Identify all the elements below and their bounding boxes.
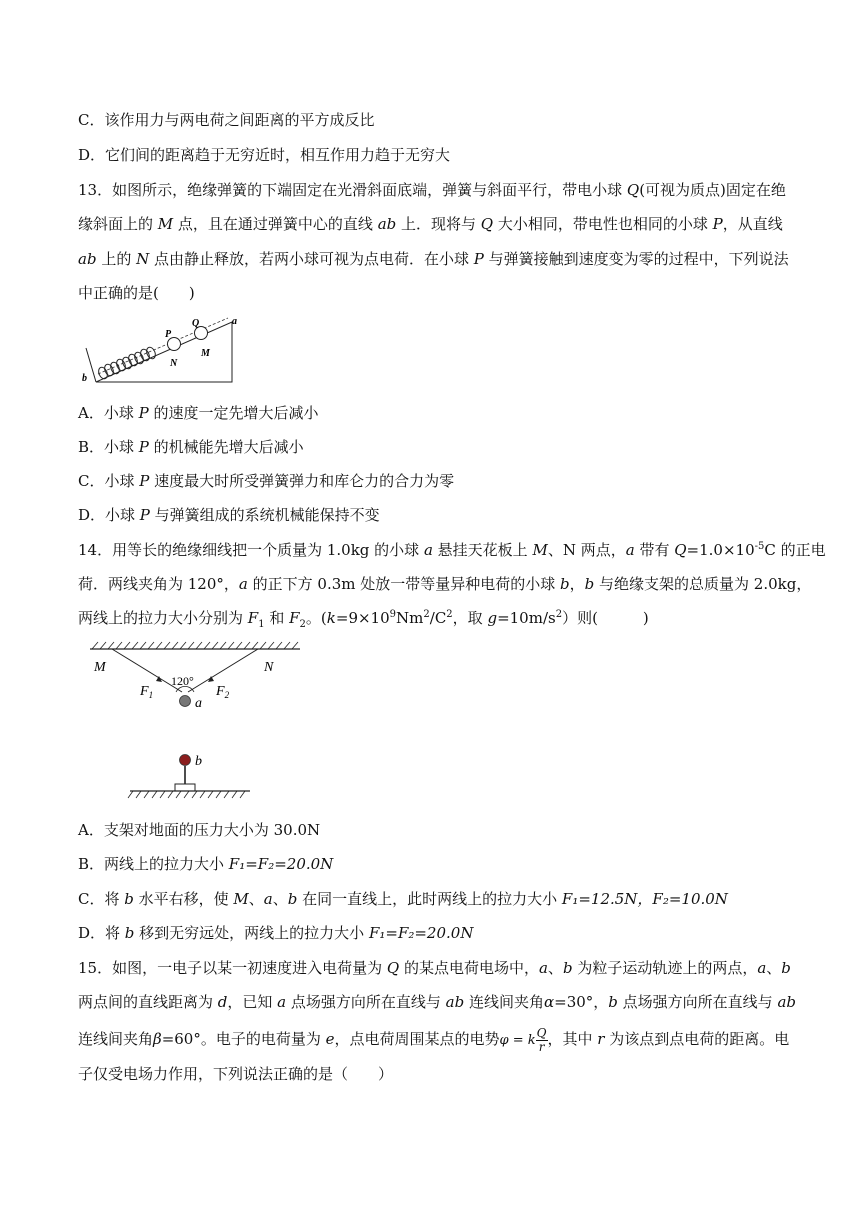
text: D．小球 — [78, 506, 140, 524]
var: b — [124, 890, 134, 908]
q14-option-d — [78, 923, 473, 943]
superscript: 9 — [389, 609, 397, 620]
var: P — [139, 506, 150, 524]
var: P — [138, 404, 149, 422]
question-number: 14． — [78, 541, 113, 559]
text: 用等长的绝缘细线把一个质量为 1.0kg 的小球 — [112, 541, 424, 559]
text: 的速度一定先增大后减小 — [148, 404, 319, 422]
var: a — [238, 575, 248, 593]
text: 的某点电荷电场中， — [399, 959, 539, 977]
text: 连线间夹角 — [78, 1030, 154, 1048]
var: M — [532, 541, 548, 559]
text: =9×10 — [335, 609, 390, 627]
q14-stem-line-1 — [78, 540, 826, 560]
text: 点场强方向所在直线与 — [617, 993, 778, 1011]
text: Nm — [396, 609, 424, 627]
text: ，已知 — [227, 993, 278, 1011]
text: 与绝缘支架的总质量为 2.0kg， — [594, 575, 812, 593]
text: 、 — [547, 959, 563, 977]
var: b — [562, 959, 573, 977]
var: M — [233, 890, 249, 908]
text: C 的正电 — [764, 541, 826, 559]
label-n: N — [264, 660, 274, 675]
var: Q — [386, 959, 400, 977]
text: =1.0×10 — [686, 541, 755, 559]
text: =30°， — [554, 993, 609, 1011]
text: C．小球 — [78, 472, 140, 490]
text: (可视为质点)固定在绝 — [639, 181, 786, 199]
text: ，点电荷周围某点的电势 — [334, 1030, 500, 1048]
label-b: b — [195, 754, 202, 769]
var: P — [473, 250, 484, 268]
text: B．两线上的拉力大小 — [78, 855, 229, 873]
label-m: M — [201, 348, 210, 359]
q15-stem-line-4: 子仅受电场力作用，下列说法正确的是（ ） — [78, 1065, 394, 1083]
formula: F₁=12.5N，F₂=10.0N — [561, 890, 728, 908]
q13-stem-line-2 — [78, 214, 783, 234]
var: F — [289, 609, 300, 627]
var: a — [423, 541, 433, 559]
denominator: r — [538, 1039, 545, 1054]
var: a — [263, 890, 273, 908]
var: P — [712, 215, 723, 233]
text: ，取 — [452, 609, 488, 627]
text: 、 — [272, 890, 288, 908]
text: =60°。电子的电荷量为 — [161, 1030, 326, 1048]
text: =10m/s — [497, 609, 556, 627]
text: 、 — [248, 890, 264, 908]
var: b — [287, 890, 298, 908]
var: ab — [377, 215, 397, 233]
var: β — [153, 1030, 162, 1048]
formula: φ = k — [499, 1033, 536, 1048]
superscript: 2 — [555, 609, 563, 620]
text: 如图所示，绝缘弹簧的下端固定在光滑斜面底端，弹簧与斜面平行，带电小球 — [112, 181, 627, 199]
var: a — [277, 993, 287, 1011]
text: 两点间的直线距离为 — [78, 993, 218, 1011]
var: k — [326, 609, 336, 627]
text: A．小球 — [78, 404, 139, 422]
text: 点由静止释放，若两小球可视为点电荷．在小球 — [149, 250, 474, 268]
var: F — [247, 609, 259, 627]
text: 连线间夹角 — [464, 993, 544, 1011]
label-b: b — [82, 373, 87, 384]
var: b — [584, 575, 595, 593]
text: 如图，一电子以某一初速度进入电荷量为 — [112, 959, 387, 977]
var: a — [625, 541, 635, 559]
text: 和 — [264, 609, 290, 627]
q15-stem-line-2 — [78, 992, 796, 1012]
var: g — [487, 609, 498, 627]
var: M — [157, 215, 174, 233]
formula: F₁=F₂=20.0N — [228, 855, 334, 873]
var: e — [325, 1030, 335, 1048]
var: α — [544, 993, 555, 1011]
text: 在同一直线上，此时两线上的拉力大小 — [297, 890, 562, 908]
ball-b — [180, 755, 191, 766]
q15-stem-line-3 — [78, 1024, 789, 1056]
text: 上．现将与 — [396, 215, 481, 233]
superscript: 2 — [423, 609, 430, 620]
question-number: 15． — [78, 959, 113, 977]
q12-option-d: D．它们间的距离趋于无穷近时，相互作用力趋于无穷大 — [78, 146, 451, 164]
q13-incline-figure — [78, 312, 253, 387]
text: 、 — [766, 959, 782, 977]
text: 、N 两点， — [547, 541, 626, 559]
var: Q — [626, 181, 640, 199]
text: 为粒子运动轨迹上的两点， — [572, 959, 758, 977]
text: ，从直线 — [722, 215, 783, 233]
text: 的正下方 0.3m 处放一带等量异种电荷的小球 — [247, 575, 561, 593]
text: 为该点到点电荷的距离。电 — [604, 1030, 790, 1048]
q14-option-a: A．支架对地面的压力大小为 30.0N — [78, 821, 321, 839]
question-number: 13． — [78, 181, 113, 199]
text: 移到无穷远处，两线上的拉力大小 — [134, 924, 369, 942]
text: 两线上的拉力大小分别为 — [78, 609, 248, 627]
var: a — [757, 959, 767, 977]
q13-stem-line-3 — [78, 249, 789, 269]
angle-label: 120° — [171, 674, 194, 688]
text: 上的 — [96, 250, 137, 268]
label-q: Q — [192, 318, 200, 329]
text: D．将 — [78, 924, 125, 942]
q13-option-a — [78, 403, 318, 423]
text: ， — [569, 575, 585, 593]
var: b — [560, 575, 570, 593]
subscript: 2 — [299, 619, 306, 630]
q13-stem-line-4: 中正确的是( ) — [78, 284, 195, 302]
superscript: -5 — [754, 541, 765, 552]
q14-option-b — [78, 854, 333, 874]
var: r — [597, 1030, 605, 1048]
var: ab — [777, 993, 796, 1011]
subscript: 1 — [258, 619, 265, 630]
var: N — [136, 250, 150, 268]
var: a — [538, 959, 548, 977]
text: 的机械能先增大后减小 — [148, 438, 304, 456]
label-f1: $F_1$ — [140, 684, 154, 700]
formula: F₁=F₂=20.0N — [368, 924, 474, 942]
fraction — [536, 1027, 548, 1054]
numerator: Q — [536, 1025, 547, 1040]
q15-stem-line-1 — [78, 958, 791, 978]
text: 与弹簧组成的系统机械能保持不变 — [149, 506, 380, 524]
var: ab — [445, 993, 465, 1011]
text: C．将 — [78, 890, 125, 908]
text: /C — [429, 609, 447, 627]
text: ，其中 — [547, 1030, 598, 1048]
text: 与弹簧接触到速度变为零的过程中，下列说法 — [483, 250, 789, 268]
text: 。( — [305, 609, 327, 627]
label-a: a — [195, 696, 202, 711]
text: B．小球 — [78, 438, 139, 456]
label-a: a — [232, 316, 237, 327]
text: 大小相同，带电性也相同的小球 — [493, 215, 713, 233]
q13-option-d — [78, 505, 380, 525]
text: 点，且在通过弹簧中心的直线 — [173, 215, 378, 233]
var: b — [608, 993, 618, 1011]
var: d — [217, 993, 228, 1011]
text: 点场强方向所在直线与 — [286, 993, 446, 1011]
var: Q — [674, 541, 687, 559]
q14-stem-line-3 — [78, 608, 649, 628]
q13-option-b — [78, 437, 304, 457]
q14-stem-line-2 — [78, 574, 811, 594]
label-f2: $F_2$ — [216, 684, 230, 700]
label-m: M — [94, 660, 106, 675]
var: b — [781, 959, 791, 977]
text: ）则( ) — [562, 609, 649, 627]
var: P — [138, 438, 149, 456]
var: b — [124, 924, 135, 942]
label-n: N — [170, 358, 178, 369]
q14-suspension-figure — [78, 640, 318, 805]
var: ab — [78, 250, 97, 268]
q13-stem-line-1 — [78, 180, 786, 200]
superscript: 2 — [446, 609, 453, 620]
q13-option-c — [78, 471, 454, 491]
text: 带有 — [634, 541, 675, 559]
text: 水平右移，使 — [133, 890, 234, 908]
text: 缘斜面上的 — [78, 215, 158, 233]
label-p: P — [165, 329, 172, 340]
text: 荷．两线夹角为 120°， — [78, 575, 239, 593]
q14-option-c — [78, 889, 728, 909]
q12-option-c: C．该作用力与两电荷之间距离的平方成反比 — [78, 111, 375, 129]
var: P — [139, 472, 150, 490]
text: 速度最大时所受弹簧弹力和库仑力的合力为零 — [149, 472, 455, 490]
text: 悬挂天花板上 — [432, 541, 533, 559]
var: Q — [480, 215, 494, 233]
ball-a — [180, 696, 191, 707]
